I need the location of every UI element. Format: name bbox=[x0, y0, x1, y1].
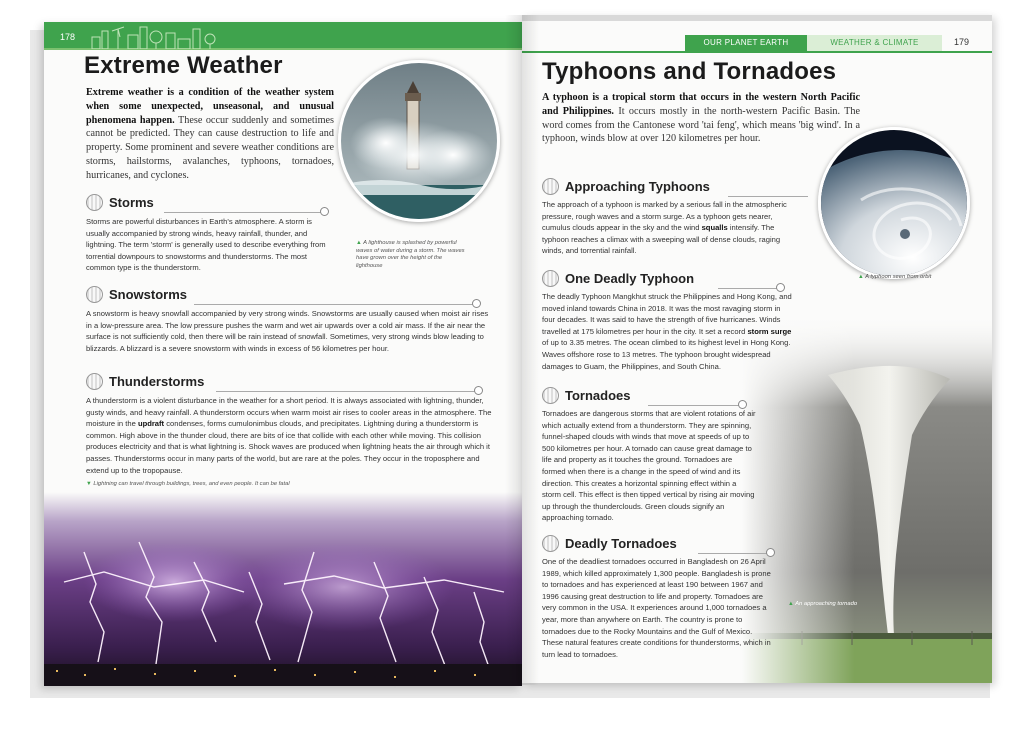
approaching-rule bbox=[728, 196, 808, 197]
storms-rule bbox=[164, 212, 322, 213]
right-intro-rest: It occurs mostly in the north-western Pacific Basin. The word comes from the Cantonese word 'tai feng', which means 'big wind'. In a typhoon, winds blow at over 120 kilometres per hour. bbox=[542, 105, 861, 145]
deadly-tornadoes-text: One of the deadliest tornadoes occurred in Bangladesh on 26 April 1989, which killed approximately 1,300 people. Bangladesh is prone to tornadoes and has experienced at least 190 between 1967 and 1996 causing great destruction to life and property. Tornadoes are very common in the USA. It experiences around 1,000 tornadoes a year, more than anywhere on Earth. The country is prone to tornadoes due to the Rocky Mountains and the Gulf of Mexico. These natural features create conditions for thunderstorms, which in turn lead to tornadoes. bbox=[542, 557, 771, 659]
lightning-caption-text: Lightning can travel through buildings, trees, and even people. It can be fatal bbox=[93, 481, 290, 487]
snowstorms-rule-dot bbox=[472, 299, 481, 308]
triangle-pointer-icon: ▲ bbox=[858, 274, 864, 280]
thunderstorms-heading-text: Thunderstorms bbox=[109, 373, 205, 389]
snowstorms-heading-text: Snowstorms bbox=[109, 286, 188, 302]
tornadoes-text: Tornadoes are dangerous storms that are violent rotations of air which actually extend from a thunderstorm. They are spinning, funnel-shaped clouds with winds that move at speeds of up to 500 kilometres per hour. A tornado can cause great damage to life and property as it touches the ground. Tornadoes are formed when there is a change in the speed of wind and its direction. This creates a horizontal spinning effect within a storm cell. This effect is then tipped vertical by rising air moving up through the thunderclouds. Green clouds signify an approaching tornado. bbox=[542, 409, 756, 523]
storms-rule-dot bbox=[320, 207, 329, 216]
thunderstorms-rule-dot bbox=[474, 386, 483, 395]
deadly-tornadoes-heading-text: Deadly Tornadoes bbox=[565, 535, 677, 551]
storms-heading-text: Storms bbox=[109, 194, 154, 210]
globe-icon bbox=[542, 270, 559, 287]
approaching-typhoons-heading-text: Approaching Typhoons bbox=[565, 178, 710, 194]
approaching-typhoons-heading bbox=[542, 177, 710, 195]
deadly-tornadoes-rule bbox=[698, 553, 768, 554]
thunderstorms-heading bbox=[86, 372, 204, 390]
typhoon-orbit-image bbox=[818, 127, 970, 279]
left-page bbox=[44, 22, 522, 686]
storms-text: Storms are powerful disturbances in Earth's atmosphere. A storm is usually accompanied by strong winds, heavy rainfall, thunder, and lightning. The term 'storm' is generally used to describe everything from torrential downpours to snowstorms and thunderstorms. The most common type is the thunderstorm. bbox=[86, 217, 326, 273]
globe-icon bbox=[542, 387, 559, 404]
one-deadly-text-b: of up to 3.35 metres. The ocean climbed to its highest level in Hong Kong. Waves offshore rose to 13 metres. The typhoon brought widespread damages to Guam, the Philippines, and South China. bbox=[542, 338, 791, 371]
right-header-strip bbox=[522, 15, 992, 21]
one-deadly-text-a: The deadly Typhoon Mangkhut struck the Philippines and Hong Kong, and moved inland towards China in 2018. It was the most ravaging storm in four decades. It was said to have the strength of five hurricanes. Winds travelled at 175 kilometres per hour in the city. It set a record bbox=[542, 292, 792, 336]
one-deadly-typhoon-heading bbox=[542, 269, 694, 287]
approaching-text-b: intensify. The typhoon reaches a climax with a sweeping wall of dense clouds, raging winds, and torrential rainfall. bbox=[542, 223, 781, 256]
globe-icon bbox=[86, 373, 103, 390]
triangle-pointer-icon: ▲ bbox=[788, 601, 794, 607]
approaching-typhoons-text bbox=[542, 199, 792, 257]
lighthouse-storm-image bbox=[338, 60, 500, 222]
right-intro-bold: A typhoon is a tropical storm that occurs in the western North Pacific and Philippines. bbox=[542, 92, 860, 117]
tab-our-planet-earth: OUR PLANET EARTH bbox=[685, 35, 807, 51]
lighthouse-illustration bbox=[341, 63, 500, 222]
left-intro-rest: These occur suddenly and sometimes cannot be predicted. They can cause destruction to life and property. Some prominent and severe weather conditions are storms, hailstorms, avalanches, typhoons, tornadoes, hurricanes, and cyclones. bbox=[86, 114, 334, 181]
triangle-pointer-icon: ▲ bbox=[356, 240, 362, 246]
globe-icon bbox=[542, 535, 559, 552]
typhoon-caption-text: A typhoon seen from orbit bbox=[865, 274, 932, 280]
right-page-number: 179 bbox=[954, 37, 970, 47]
thunderstorms-rule bbox=[216, 391, 476, 392]
globe-icon bbox=[542, 178, 559, 195]
globe-icon bbox=[86, 194, 103, 211]
thunderstorms-text-bold: updraft bbox=[137, 419, 165, 429]
typhoon-caption bbox=[858, 274, 968, 282]
city-skyline-icon bbox=[90, 25, 220, 49]
left-intro-bold: Extreme weather is a condition of the weather system when some unexpected, unseasonal, and unusual phenomena happen. bbox=[86, 87, 334, 126]
tab-weather-climate: WEATHER & CLIMATE bbox=[807, 35, 942, 51]
tornadoes-heading-text: Tornadoes bbox=[565, 387, 631, 403]
left-intro bbox=[86, 86, 334, 183]
globe-icon bbox=[86, 286, 103, 303]
snowstorms-text: A snowstorm is heavy snowfall accompanied by very strong winds. Snowstorms are usually caused when moist air rises in a low-pressure area. The low pressure pushes the warm and wet air upwards over a cold air mass. If the air near the surface is not sufficiently cold, then there will be rain instead of snowfall. Sometimes, very strong winds blow leading to blizzards. A blizzard is a severe snowstorm with winds in excess of 56 kilometres per hour. bbox=[86, 309, 489, 353]
snowstorms-heading bbox=[86, 285, 187, 303]
one-deadly-typhoon-heading-text: One Deadly Typhoon bbox=[565, 270, 695, 286]
one-deadly-typhoon-text bbox=[542, 291, 794, 372]
tornadoes-heading bbox=[542, 386, 631, 404]
right-page-title: Typhoons and Tornadoes bbox=[542, 58, 837, 85]
lightning-caption bbox=[86, 481, 386, 489]
thunderstorms-text bbox=[86, 395, 496, 476]
left-page-title: Extreme Weather bbox=[84, 52, 283, 79]
typhoon-illustration bbox=[821, 130, 970, 279]
tornado-caption-text: An approaching tornado bbox=[795, 601, 858, 607]
tornado-caption bbox=[788, 601, 878, 609]
left-page-number: 178 bbox=[60, 32, 76, 42]
one-deadly-rule bbox=[718, 288, 778, 289]
right-intro bbox=[542, 91, 860, 146]
lighthouse-caption bbox=[356, 240, 466, 270]
thunderstorms-text-b: condenses, forms cumulonimbus clouds, and precipitates. Lightning during a thunderstorm is common. High above in the thunder cloud, there are bits of ice that collide with each other while moving. This collision produces electricity and that is what lightning is. Shock waves are produced when lightning heats the air through which it passes. Thunderstorms occur in many parts of the world, but are rare at the poles. They occur in the troposphere and extend up to the tropopause. bbox=[86, 419, 490, 475]
approaching-text-a: The approach of a typhoon is marked by a serious fall in the atmospheric pressure, rough waves and a storm surge. As a typhoon gets nearer, cumulus clouds appear in the sky and the wind bbox=[542, 200, 787, 233]
triangle-pointer-icon: ▼ bbox=[86, 481, 92, 487]
approaching-text-bold: squalls bbox=[701, 223, 728, 233]
storms-heading bbox=[86, 193, 154, 211]
left-header-bar bbox=[44, 22, 522, 50]
one-deadly-text-bold: storm surge bbox=[747, 326, 792, 336]
deadly-tornadoes-heading bbox=[542, 534, 677, 552]
tornadoes-rule bbox=[648, 405, 740, 406]
right-page bbox=[522, 15, 992, 683]
header-green-rule bbox=[522, 51, 992, 53]
snowstorms-rule bbox=[194, 304, 474, 305]
lightning-city-image bbox=[44, 492, 522, 686]
thunderstorms-text-a: A thunderstorm is a violent disturbance in the weather for a short period. It is always associated with lightning, thunder, gusty winds, and heavy rainfall. A thunderstorm occurs when warm moist air rises to cooler areas in the atmosphere. The moisture in the bbox=[86, 396, 492, 429]
lighthouse-caption-text: A lighthouse is splashed by powerful waves of water during a storm. The waves have grown over the height of the lighthouse bbox=[356, 240, 465, 269]
